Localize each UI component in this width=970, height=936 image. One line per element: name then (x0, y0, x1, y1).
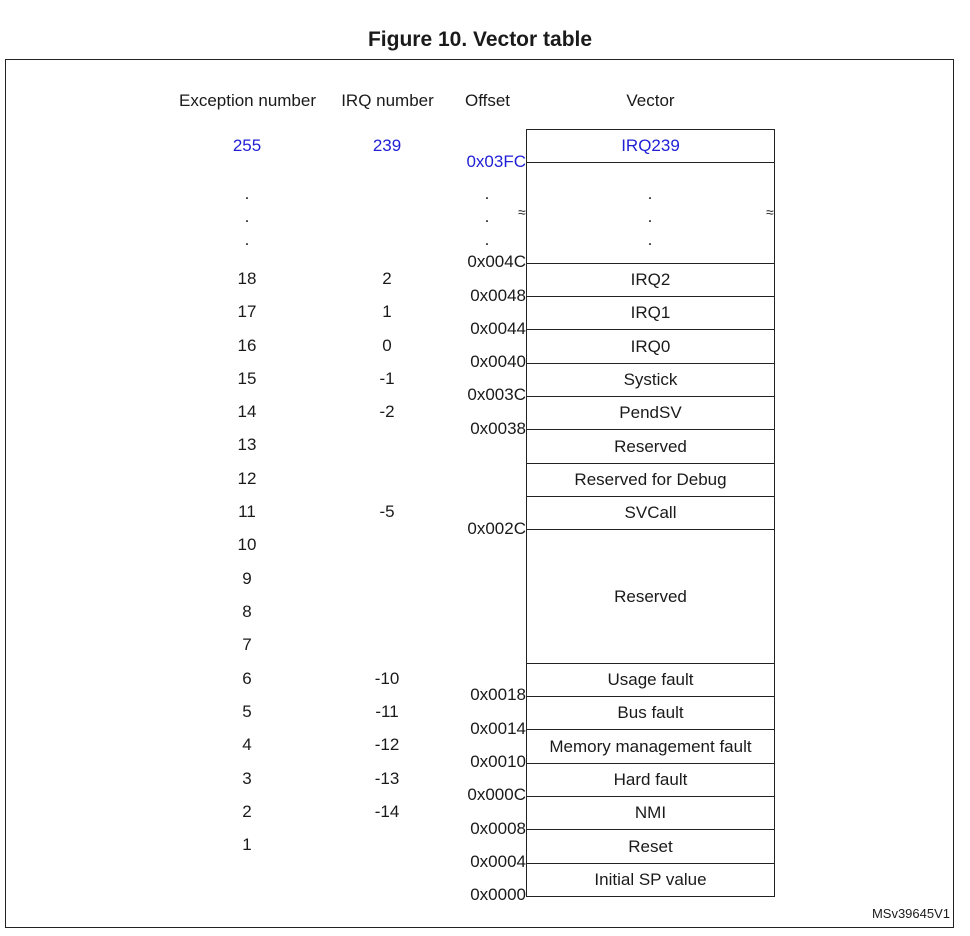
vector-irq239: IRQ239 (526, 129, 775, 163)
irq-minus-2: -2 (379, 402, 395, 421)
exception-7: 7 (242, 635, 252, 654)
vector-systick: Systick (526, 363, 775, 397)
exception-15: 15 (237, 369, 257, 388)
vector-reserved-for-debug: Reserved for Debug (526, 463, 775, 497)
exception-10: 10 (237, 535, 257, 554)
vector-svcall: SVCall (526, 496, 775, 530)
watermark-id: MSv39645V1 (871, 906, 950, 921)
break-mark-right: ≈ (766, 204, 774, 220)
exception-13: 13 (237, 435, 257, 454)
exception-12: 12 (237, 469, 257, 488)
vector-irq1: IRQ1 (526, 296, 775, 330)
header-exception-number: Exception number (178, 91, 317, 110)
header-irq-number: IRQ number (341, 91, 434, 110)
vector-memory-management-fault: Memory management fault (526, 729, 775, 764)
figure-title: Figure 10. Vector table (367, 28, 593, 51)
irq-2: 2 (382, 269, 392, 288)
offset-0x0038: 0x0038 (470, 419, 526, 438)
irq-0: 0 (382, 336, 392, 355)
offset-0x0008: 0x0008 (470, 819, 526, 838)
offset-0x0040: 0x0040 (470, 352, 526, 371)
vector-irq2: IRQ2 (526, 263, 775, 297)
offset-0x0044: 0x0044 (470, 319, 526, 338)
vector-reset: Reset (526, 829, 775, 864)
irq-minus-10: -10 (374, 669, 400, 688)
exception-2: 2 (242, 802, 252, 821)
exception-3: 3 (242, 769, 252, 788)
irq-minus-13: -13 (374, 769, 400, 788)
header-vector: Vector (626, 91, 675, 110)
exception-14: 14 (237, 402, 257, 421)
vector-ellipsis: . . . (647, 184, 653, 249)
irq-239: 239 (372, 136, 402, 155)
exception-18: 18 (237, 269, 257, 288)
offset-0x03fc: 0x03FC (466, 152, 526, 171)
break-mark-left: ≈ (518, 204, 526, 220)
vector-nmi: NMI (526, 796, 775, 830)
vector-initial-sp-value: Initial SP value (526, 863, 775, 897)
vector-irq0: IRQ0 (526, 329, 775, 364)
exception-17: 17 (237, 302, 257, 321)
vector-reserved-block: Reserved (526, 529, 775, 664)
offset-ellipsis: . . . (484, 184, 490, 249)
exception-255: 255 (232, 136, 262, 155)
exception-5: 5 (242, 702, 252, 721)
exception-4: 4 (242, 735, 252, 754)
vector-reserved: Reserved (526, 429, 775, 464)
irq-minus-11: -11 (375, 702, 399, 721)
exception-6: 6 (242, 669, 252, 688)
header-offset: Offset (464, 91, 511, 110)
irq-1: 1 (382, 302, 392, 321)
offset-0x0000: 0x0000 (470, 885, 526, 904)
exception-1: 1 (242, 835, 252, 854)
exception-8: 8 (242, 602, 252, 621)
exception-11: 11 (238, 502, 256, 521)
irq-minus-5: -5 (379, 502, 395, 521)
exception-ellipsis: . . . (244, 184, 250, 249)
vector-hard-fault: Hard fault (526, 763, 775, 797)
offset-0x0004: 0x0004 (470, 852, 526, 871)
vector-pendsv: PendSV (526, 396, 775, 430)
exception-9: 9 (242, 569, 252, 588)
vector-usage-fault: Usage fault (526, 663, 775, 697)
offset-0x002c: 0x002C (467, 519, 526, 538)
offset-0x0014: 0x0014 (470, 719, 526, 738)
offset-0x0018: 0x0018 (470, 685, 526, 704)
irq-minus-1: -1 (379, 369, 395, 388)
offset-0x004c: 0x004C (467, 252, 526, 271)
offset-0x000c: 0x000C (467, 785, 526, 804)
offset-0x003c: 0x003C (467, 385, 526, 404)
offset-0x0048: 0x0048 (470, 286, 526, 305)
irq-minus-14: -14 (374, 802, 400, 821)
exception-16: 16 (237, 336, 257, 355)
offset-0x0010: 0x0010 (470, 752, 526, 771)
vector-bus-fault: Bus fault (526, 696, 775, 730)
irq-minus-12: -12 (374, 735, 400, 754)
